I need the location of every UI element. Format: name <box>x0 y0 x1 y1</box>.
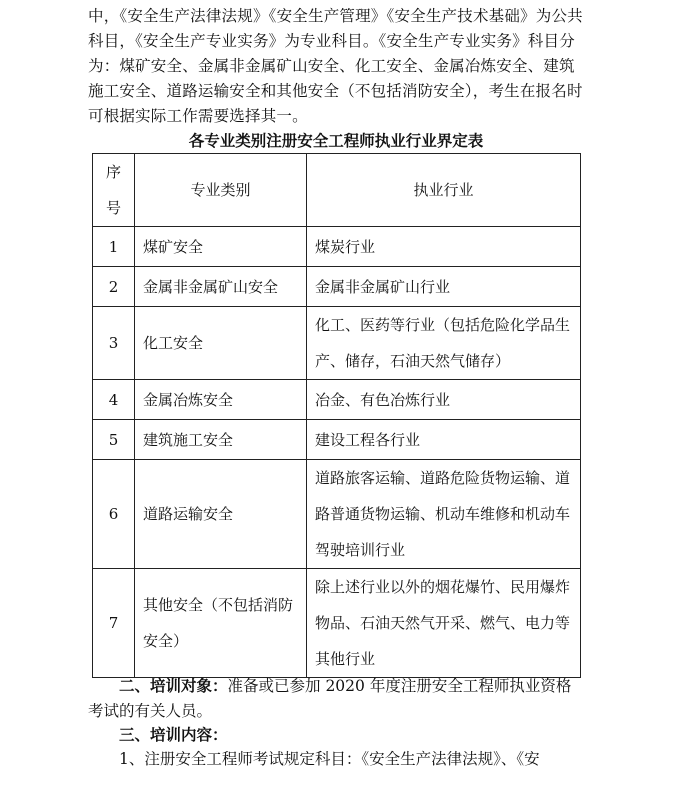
training-item-1: 1、注册安全工程师考试规定科目：《安全生产法律法规》、《安 <box>119 750 540 768</box>
intro-paragraph: 中，《安全生产法律法规》《安全生产管理》《安全生产技术基础》为公共科目，《安全生产专业实务》为专业科目。《安全生产专业实务》科目分为：煤矿安全、金属非金属矿山安全、化工安全、金属冶炼安全、建筑施工安全、道路运输安全和其他安全（不包括消防安全），考生在报名时可根据实际工作需要选择其一。 <box>88 7 583 125</box>
row-industry: 建设工程各行业 <box>307 420 581 460</box>
training-content-heading: 三、培训内容： <box>119 726 228 744</box>
row-category: 金属非金属矿山安全 <box>135 267 307 307</box>
table-row <box>93 380 581 420</box>
training-content-paragraph <box>88 723 584 748</box>
row-category: 煤矿安全 <box>135 227 307 267</box>
header-category: 专业类别 <box>135 154 307 227</box>
table-title: 各专业类别注册安全工程师执业行业界定表 <box>188 132 484 150</box>
row-industry: 除上述行业以外的烟花爆竹、民用爆炸物品、石油天然气开采、燃气、电力等其他行业 <box>307 569 581 678</box>
row-category: 化工安全 <box>135 307 307 380</box>
row-category: 建筑施工安全 <box>135 420 307 460</box>
table-row <box>93 307 581 380</box>
row-no: 3 <box>93 307 135 380</box>
table-header-row <box>93 154 581 227</box>
row-no: 4 <box>93 380 135 420</box>
training-target-text: 准备或已参加 2020 年度注册安全工程师执业资格考试的有关人员。 <box>88 677 572 720</box>
row-no: 1 <box>93 227 135 267</box>
row-no: 6 <box>93 460 135 569</box>
row-no: 2 <box>93 267 135 307</box>
table-row <box>93 267 581 307</box>
row-industry: 煤炭行业 <box>307 227 581 267</box>
row-industry: 冶金、有色冶炼行业 <box>307 380 581 420</box>
industry-definition-table <box>92 153 581 678</box>
row-no: 7 <box>93 569 135 678</box>
table-row <box>93 420 581 460</box>
row-category: 金属冶炼安全 <box>135 380 307 420</box>
header-no: 序号 <box>93 154 135 227</box>
table-row <box>93 227 581 267</box>
training-target-heading: 二、培训对象： <box>119 677 228 695</box>
row-category: 其他安全（不包括消防安全） <box>135 569 307 678</box>
table-row <box>93 569 581 678</box>
row-industry: 金属非金属矿山行业 <box>307 267 581 307</box>
row-category: 道路运输安全 <box>135 460 307 569</box>
row-industry: 化工、医药等行业（包括危险化学品生产、储存，石油天然气储存） <box>307 307 581 380</box>
row-no: 5 <box>93 420 135 460</box>
table-row <box>93 460 581 569</box>
header-industry: 执业行业 <box>307 154 581 227</box>
row-industry: 道路旅客运输、道路危险货物运输、道路普通货物运输、机动车维修和机动车驾驶培训行业 <box>307 460 581 569</box>
training-target-paragraph <box>88 674 584 724</box>
